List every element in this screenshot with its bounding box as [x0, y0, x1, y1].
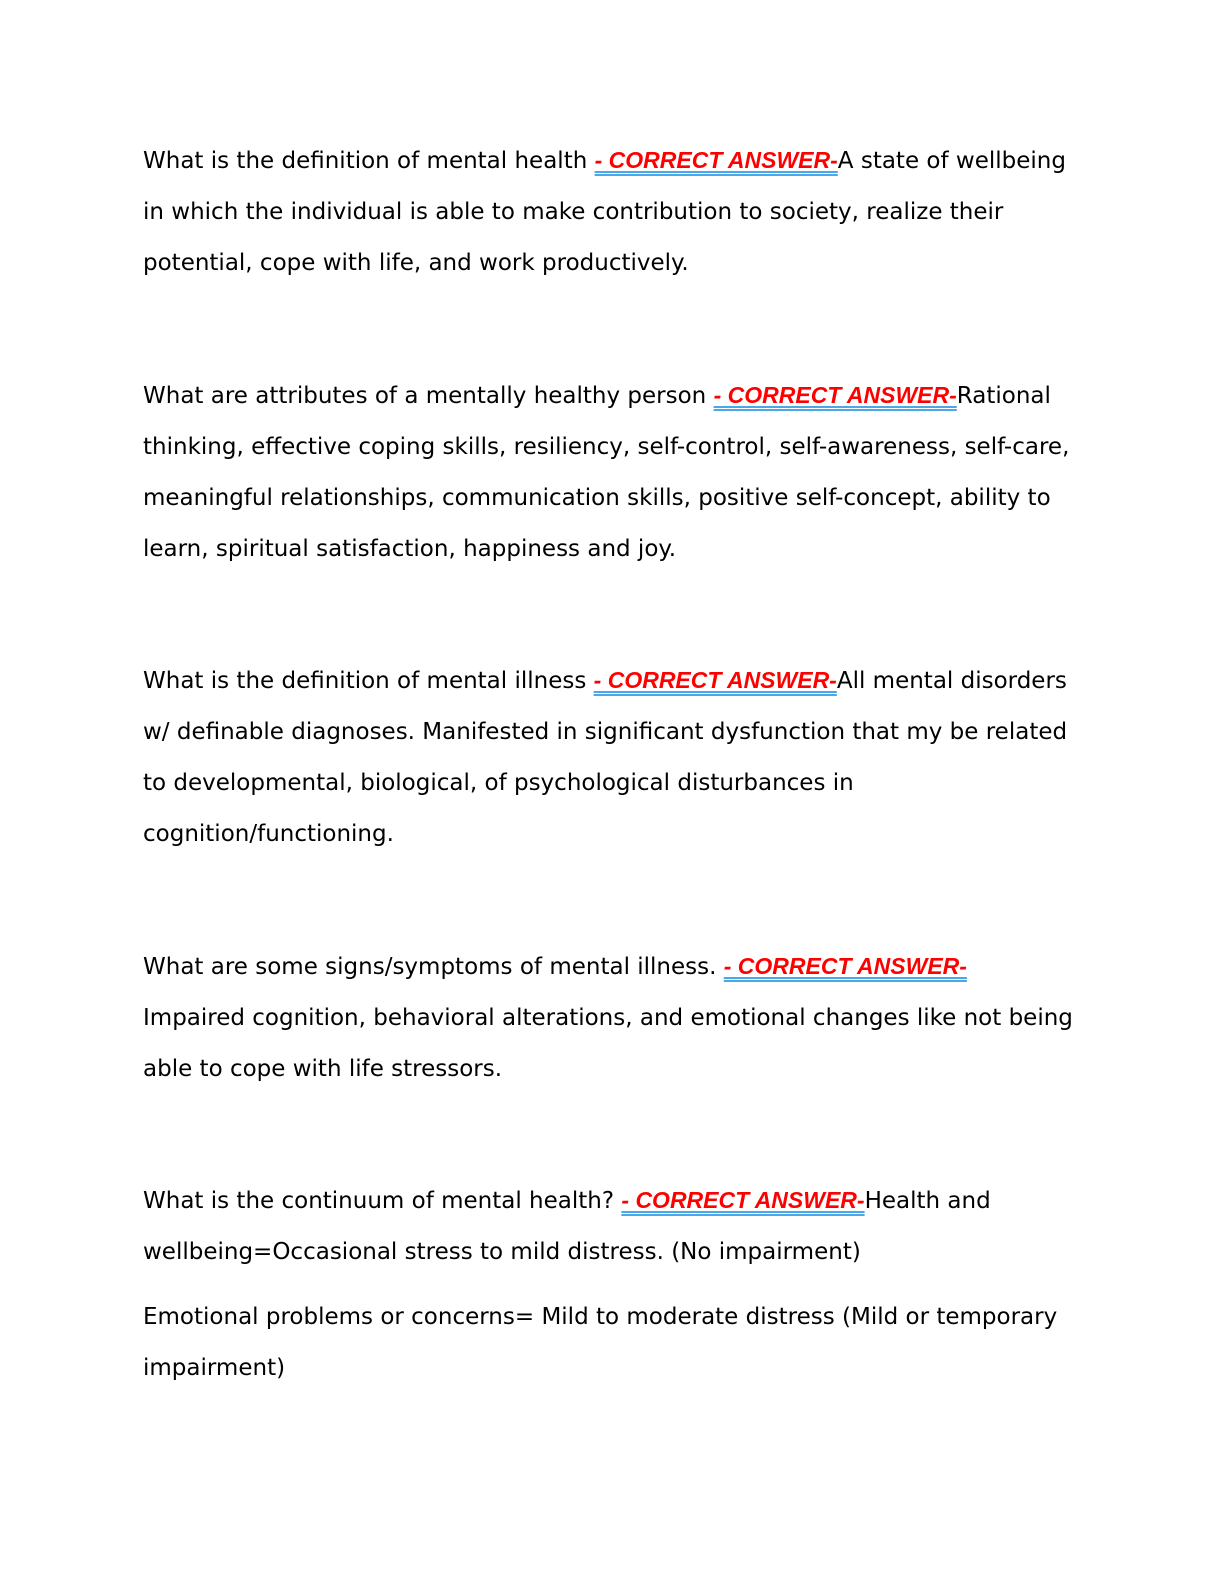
correct-answer-marker: - CORRECT ANSWER-: [713, 382, 957, 408]
correct-answer-marker: - CORRECT ANSWER-: [593, 667, 837, 693]
answer-text: A state of wellbeing in which the individual is able to make contribution to society, realize their potential, cope with life, and work productively.: [143, 148, 1066, 276]
question-text: What is the definition of mental health: [143, 148, 595, 174]
answer-text: Rational thinking, effective coping skills, resiliency, self-control, self-awareness, self-care, meaningful relationships, communication skills, positive self-concept, ability to learn, spiritual satisfaction, happiness and joy.: [143, 383, 1070, 562]
answer-text: Impaired cognition, behavioral alterations, and emotional changes like not being able to cope with life stressors.: [143, 1005, 1073, 1082]
correct-answer-marker: - CORRECT ANSWER-: [594, 147, 838, 173]
qa-item: [143, 135, 1078, 289]
question-text: What is the definition of mental illness: [143, 668, 594, 694]
question-text: What is the continuum of mental health?: [143, 1188, 622, 1214]
question-text: What are attributes of a mentally healthy person: [143, 383, 714, 409]
correct-answer-marker: - CORRECT ANSWER-: [723, 953, 967, 979]
correct-answer-marker: - CORRECT ANSWER-: [621, 1187, 865, 1213]
qa-item: [143, 370, 1078, 575]
answer-continuation-text: Emotional problems or concerns= Mild to moderate distress (Mild or temporary impairment): [143, 1304, 1058, 1381]
answer-text: Health and wellbeing=Occasional stress to mild distress. (No impairment): [143, 1188, 991, 1265]
qa-item: [143, 1175, 1078, 1278]
question-text: What are some signs/symptoms of mental illness.: [143, 954, 724, 980]
qa-item: [143, 655, 1078, 860]
answer-continuation: [143, 1292, 1078, 1394]
answer-text: All mental disorders w/ definable diagnoses. Manifested in significant dysfunction that my be related to developmental, biological, of psychological disturbances in cognition/functioning.: [143, 668, 1068, 847]
qa-item: [143, 941, 1078, 1095]
